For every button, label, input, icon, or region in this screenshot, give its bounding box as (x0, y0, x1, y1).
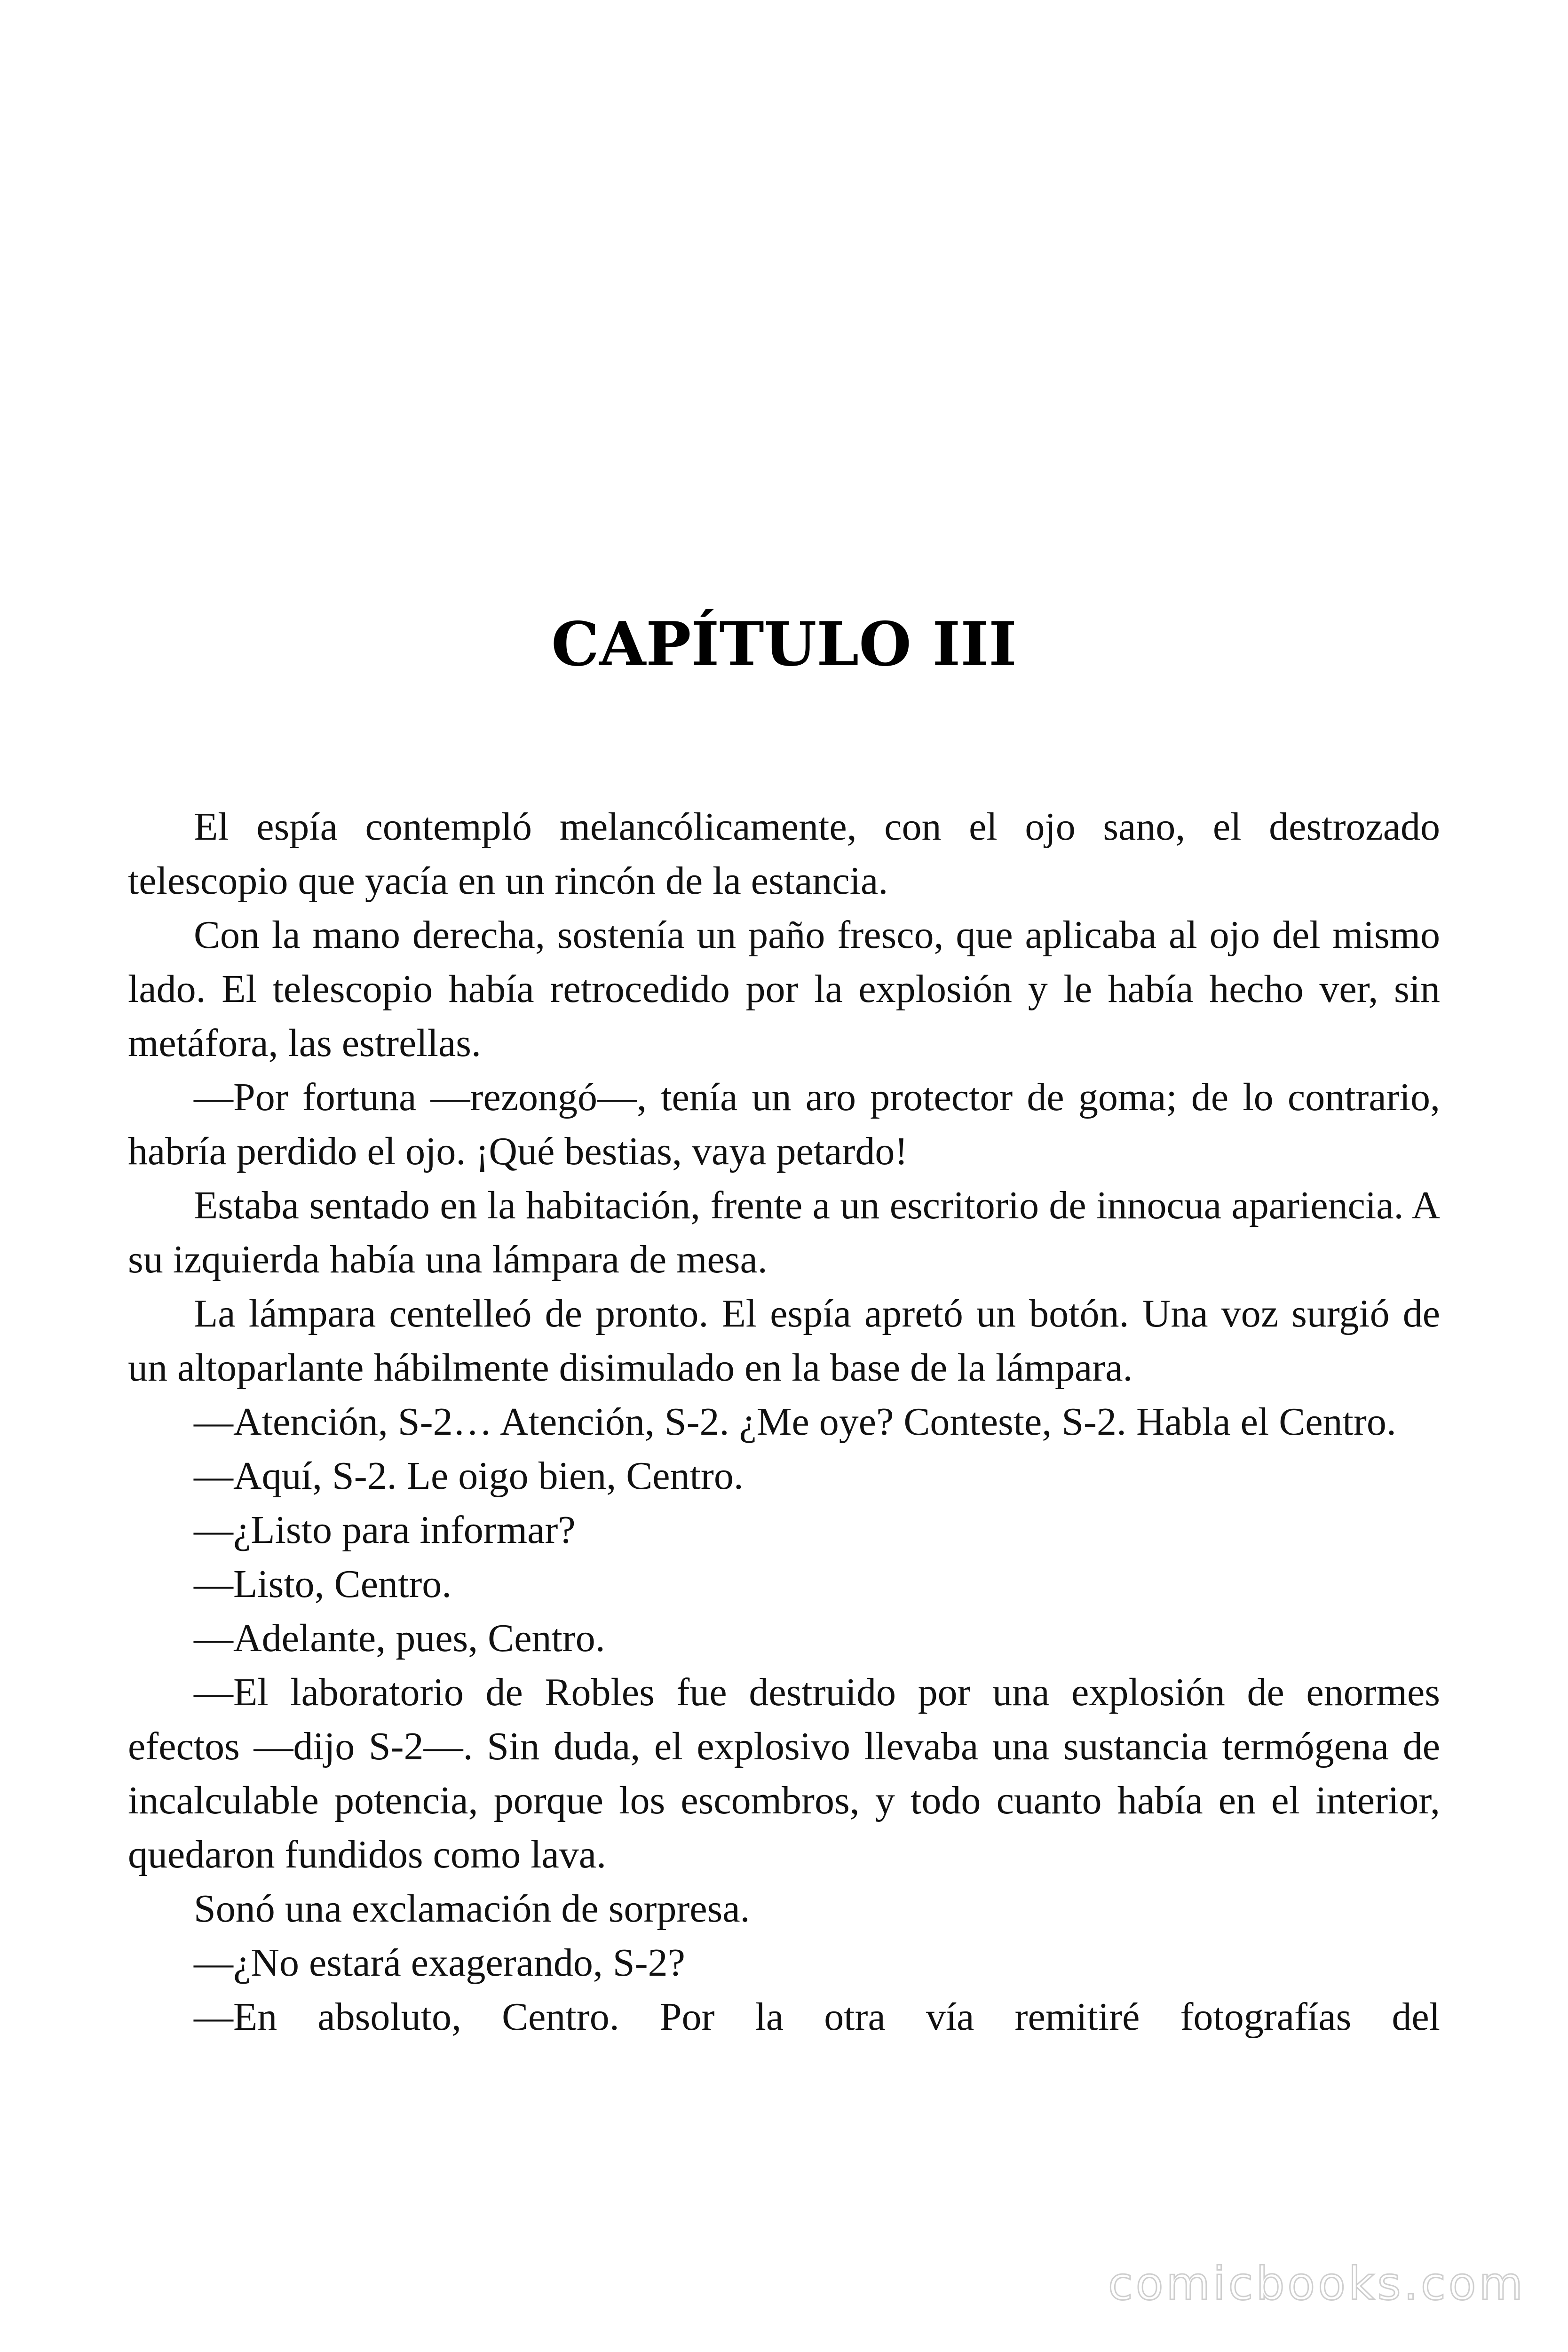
paragraph: —En absoluto, Centro. Por la otra vía remitiré fotografías del (194, 1995, 1440, 2039)
paragraph: —Aquí, S-2. Le oigo bien, Centro. (194, 1454, 744, 1498)
paragraph: La lámpara centelleó de pronto. El espía apretó un botón. Una voz surgió de un altoparlante hábilmente disimulado en la base de la lámpara. (128, 1292, 1440, 1390)
watermark: comicbooks.com (1108, 2257, 1526, 2310)
paragraph: El espía contempló melancólicamente, con el ojo sano, el destrozado telescopio que yacía en un rincón de la estancia. (128, 805, 1440, 903)
paragraph: Estaba sentado en la habitación, frente a un escritorio de innocua apariencia. A su izquierda había una lámpara de mesa. (128, 1184, 1440, 1281)
paragraph: Con la mano derecha, sostenía un paño fresco, que aplicaba al ojo del mismo lado. El telescopio había retrocedido por la explosión y le había hecho ver, sin metáfora, las estrellas. (128, 913, 1440, 1065)
chapter-title: CAPÍTULO III (551, 609, 1017, 680)
paragraph: —El laboratorio de Robles fue destruido por una explosión de enormes efectos —dijo S-2—. Sin duda, el explosivo llevaba una sustancia termógena de incalculable potencia, porque los escombros, y todo cuanto había en el interior, quedaron fundidos como lava. (128, 1670, 1440, 1876)
paragraph: —Adelante, pues, Centro. (194, 1616, 605, 1660)
paragraph: —Atención, S-2… Atención, S-2. ¿Me oye? Conteste, S-2. Habla el Centro. (194, 1400, 1396, 1444)
paragraph: —Listo, Centro. (194, 1562, 452, 1606)
paragraph: —Por fortuna —rezongó—, tenía un aro protector de goma; de lo contrario, habría perdido el ojo. ¡Qué bestias, vaya petardo! (128, 1075, 1440, 1173)
paragraph: Sonó una exclamación de sorpresa. (194, 1887, 750, 1931)
chapter-body (128, 800, 1440, 2044)
paragraph: —¿Listo para informar? (194, 1508, 576, 1552)
paragraph: —¿No estará exagerando, S-2? (194, 1941, 685, 1985)
